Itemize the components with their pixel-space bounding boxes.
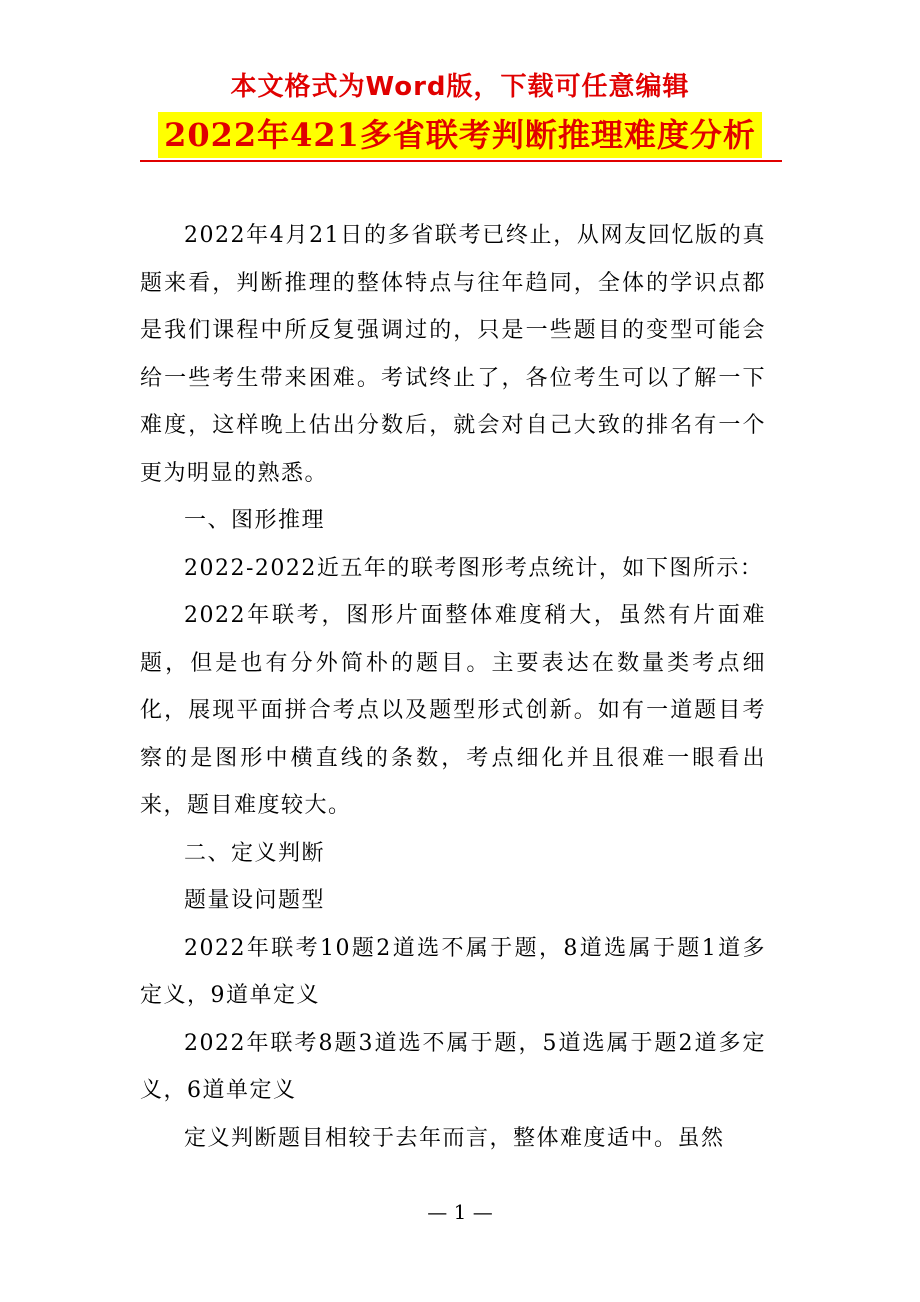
page-number: — 1 —	[427, 1200, 493, 1224]
format-banner: 本文格式为Word版，下载可任意编辑	[230, 72, 690, 102]
paragraph-definition-stats-2: 2022年联考8题3道选不属于题，5道选属于题2道多定义，6道单定义	[140, 1030, 766, 1103]
document-body	[140, 212, 766, 1162]
paragraph-graphics-analysis: 2022年联考，图形片面整体难度稍大，虽然有片面难题，但是也有分外简朴的题目。主要表达在数量类考点细化，展现平面拼合考点以及题型形式创新。如有一道题目考察的是图形中横直线的条数，考点细化并且很难一眼看出来，题目难度较大。	[140, 603, 766, 818]
title-divider	[140, 160, 782, 162]
paragraph-intro: 2022年4月21日的多省联考已终止，从网友回忆版的真题来看，判断推理的整体特点与往年趋同，全体的学识点都是我们课程中所反复强调过的，只是一些题目的变型可能会给一些考生带来困难。考试终止了，各位考生可以了解一下难度，这样晚上估出分数后，就会对自己大致的排名有一个更为明显的熟悉。	[140, 223, 766, 486]
document-title: 2022年421多省联考判断推理难度分析	[158, 112, 762, 158]
subheading-question-types: 题量设问题型	[184, 888, 326, 913]
section-heading-definition: 二、定义判断	[184, 840, 326, 866]
paragraph-definition-stats-1: 2022年联考10题2道选不属于题，8道选属于题1道多定义，9道单定义	[140, 935, 766, 1008]
paragraph-graphics-stats: 2022-2022近五年的联考图形考点统计，如下图所示：	[184, 555, 764, 581]
paragraph-definition-analysis: 定义判断题目相较于去年而言，整体难度适中。虽然	[184, 1125, 725, 1151]
section-heading-graphics: 一、图形推理	[184, 508, 326, 533]
title-container	[0, 112, 920, 158]
